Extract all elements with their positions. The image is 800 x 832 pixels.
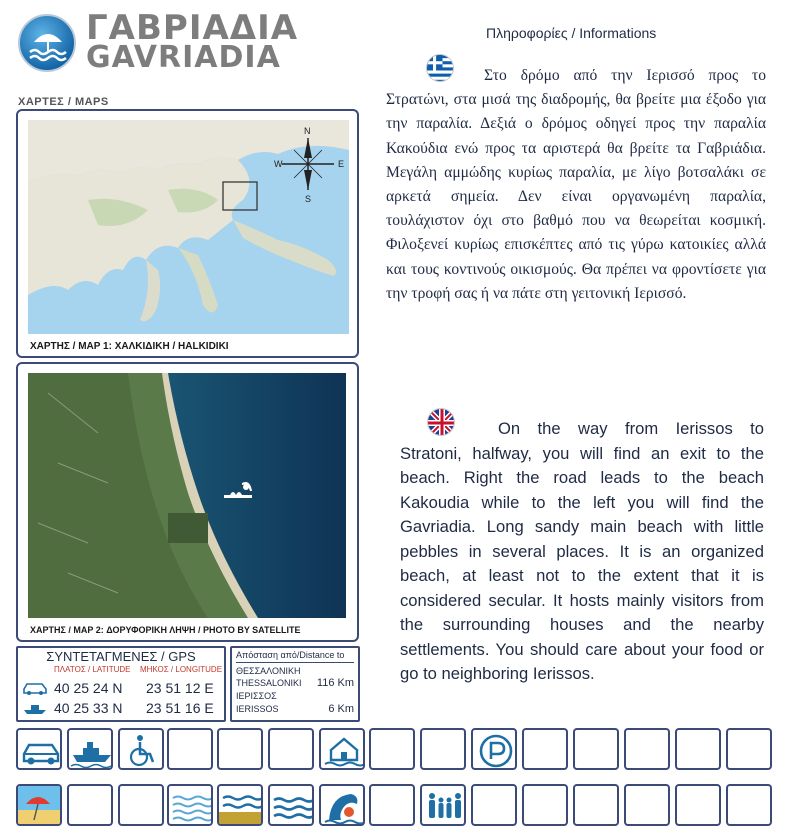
amenity-slot-empty (369, 728, 415, 770)
latitude-header: ΠΛΑΤΟΣ / LATITUDE (54, 665, 131, 674)
coords-row-boat (18, 700, 224, 718)
amenity-slot-empty (624, 728, 670, 770)
page-title-greek: ΓΑΒΡΙΑΔΙΑ (86, 8, 299, 48)
satellite-photo-image[interactable] (28, 373, 346, 618)
umbrella-beach-icon[interactable] (16, 784, 62, 826)
distance-header: Απόσταση από/Distance to (236, 650, 345, 660)
amenity-slot-empty (420, 728, 466, 770)
maps-section-label: ΧΑΡΤΕΣ / MAPS (18, 96, 109, 108)
gps-coordinates-box (16, 646, 226, 722)
amenity-slot-empty (675, 784, 721, 826)
map1-caption: ΧΑΡΤΗΣ / MAP 1: ΧΑΛΚΙΔΙΚΗ / HALKIDIKI (30, 341, 229, 352)
boat-latitude: 40 25 33 N (54, 700, 123, 716)
map-halkidiki-panel (16, 109, 359, 358)
info-heading: Πληροφορίες / Informations (486, 25, 657, 41)
deep-waves-icon[interactable] (268, 784, 314, 826)
compass-e-label: E (338, 159, 345, 169)
amenity-slot-empty (726, 784, 772, 826)
car-access-icon[interactable] (16, 728, 62, 770)
amenity-slot-empty (573, 784, 619, 826)
halkidiki-map-image[interactable] (28, 120, 349, 334)
boat-icon (22, 701, 48, 715)
ierissos-greek-label: ΙΕΡΙΣΣΟΣ (236, 691, 277, 701)
compass-w-label: W (274, 159, 283, 169)
amenity-slot-empty (217, 728, 263, 770)
compass-s-label: S (305, 194, 312, 204)
parking-icon[interactable] (471, 728, 517, 770)
gps-title: ΣΥΝΤΕΤΑΓΜΕΝΕΣ / GPS (46, 649, 196, 664)
ierissos-latin-label: IERISSOS (236, 704, 279, 714)
page-title-latin: GAVRIADIA (86, 40, 281, 75)
car-longitude: 23 51 12 E (146, 680, 214, 696)
house-flood-icon[interactable] (319, 728, 365, 770)
distance-divider (236, 662, 354, 663)
amenity-slot-empty (268, 728, 314, 770)
boat-longitude: 23 51 16 E (146, 700, 214, 716)
amenity-slot-empty (369, 784, 415, 826)
ierissos-distance: 6 Km (328, 703, 354, 715)
amenity-slot-empty (675, 728, 721, 770)
car-icon (22, 681, 48, 695)
longitude-header: ΜΗΚΟΣ / LONGITUDE (140, 665, 223, 674)
boat-access-icon[interactable] (67, 728, 113, 770)
wheelchair-icon[interactable] (118, 728, 164, 770)
english-description: On the way from Ierissos to Stratoni, halfway, you will find an exit to the beach. Right the road leads to the beach Kakoudia while to the left you will find the Gavriadia. Long sandy main beach with little pebbles in several places. It is an organized beach, at least not to the extent that it is considered secular. It hosts mainly visitors from the surrounding houses and the nearby settlements. You should care about your food or go to neighboring Ierissos. (400, 419, 764, 683)
lifeguard-icon[interactable] (319, 784, 365, 826)
thessaloniki-distance: 116 Km (316, 677, 354, 689)
amenity-slot-empty (726, 728, 772, 770)
amenity-slot-empty (67, 784, 113, 826)
satellite-map-panel (16, 362, 359, 642)
thessaloniki-latin-label: THESSALONIKI (236, 678, 302, 688)
car-latitude: 40 25 24 N (54, 680, 123, 696)
amenity-slot-empty (167, 728, 213, 770)
amenity-slot-empty (573, 728, 619, 770)
distance-box (230, 646, 360, 722)
amenity-slot-empty (471, 784, 517, 826)
amenity-slot-empty (522, 784, 568, 826)
amenity-slot-empty (118, 784, 164, 826)
family-icon[interactable] (420, 784, 466, 826)
amenity-slot-empty (522, 728, 568, 770)
thessaloniki-greek-label: ΘΕΣΣΑΛΟΝΙΚΗ (236, 666, 301, 676)
amenity-slot-empty (624, 784, 670, 826)
map2-caption: ΧΑΡΤΗΣ / MAP 2: ΔΟΡΥΦΟΡΙΚΗ ΛΗΨΗ / PHOTO BY SATELLITE (30, 625, 301, 635)
compass-n-label: N (304, 126, 311, 136)
greek-description: Στο δρόμο από την Ιερισσό προς το Στρατώνι, στα μισά της διαδρομής, θα βρείτε μια έξοδο για την παραλία. Δεξιά ο δρόμος οδηγεί προς την παραλία Κακούδια ενώ προς τα αριστερά θα βρείτε τα Γαβριάδια. Μεγάλη αμμώδης κυρίως παραλία, με λίγο βοτσαλάκι σε αρκετά σημεία. Δεν είναι οργανωμένη παραλία, τουλάχιστον όχι στο βαθμό που να θεωρείται κοσμική. Φιλοξενεί κυρίως επισκέπτες από τις γύρω κατοικίες αλλά και τους κοντινούς οικισμούς. Θα πρέπει να φροντίσετε για την τροφή σας ή να πάτε στη γειτονική Ιερισσό. (386, 67, 766, 302)
beach-umbrella-logo-icon (18, 14, 76, 72)
sand-waves-icon[interactable] (217, 784, 263, 826)
coords-row-car (18, 680, 224, 698)
calm-waves-icon[interactable] (167, 784, 213, 826)
